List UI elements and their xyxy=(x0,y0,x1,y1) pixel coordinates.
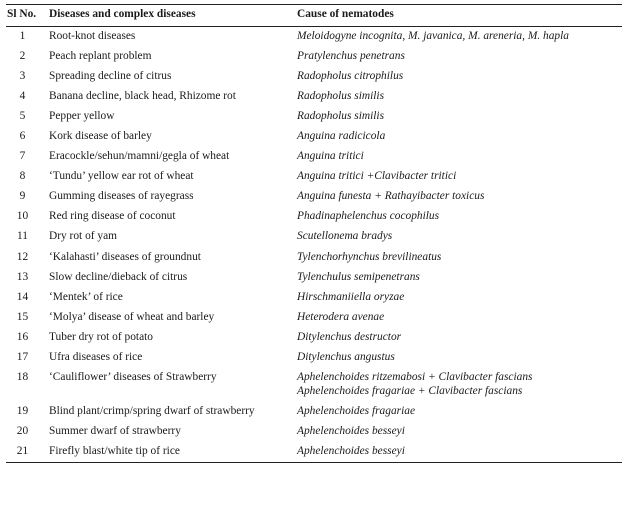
header-disease: Diseases and complex diseases xyxy=(45,5,293,27)
table-row xyxy=(6,107,622,127)
table-row xyxy=(6,248,622,268)
cause-line: Aphelenchoides fragariae + Clavibacter fascians xyxy=(297,384,523,397)
table-row xyxy=(6,127,622,147)
disease-name: Blind plant/crimp/spring dwarf of strawberry xyxy=(49,404,255,417)
table-row xyxy=(6,268,622,288)
row-number: 16 xyxy=(16,330,29,343)
nematode-cause xyxy=(293,26,622,47)
nematode-cause xyxy=(293,268,622,288)
table-row xyxy=(6,67,622,87)
cause-line: Ditylenchus destructor xyxy=(297,330,402,343)
header-cause: Cause of nematodes xyxy=(293,5,622,27)
nematode-cause xyxy=(293,288,622,308)
table-row xyxy=(6,47,622,67)
table-row xyxy=(6,368,622,402)
nematode-cause xyxy=(293,308,622,328)
cause-line: Heterodera avenae xyxy=(297,310,385,323)
disease-name: Dry rot of yam xyxy=(49,230,118,243)
disease-name: Pepper yellow xyxy=(49,109,115,122)
nematode-cause xyxy=(293,87,622,107)
disease-name: Tuber dry rot of potato xyxy=(49,330,153,343)
cause-line: Aphelenchoides besseyi xyxy=(297,444,405,457)
row-number: 12 xyxy=(16,250,29,263)
table-row xyxy=(6,402,622,422)
disease-name: Firefly blast/white tip of rice xyxy=(45,442,293,463)
row-number: 14 xyxy=(16,290,29,303)
cause-line: Scutellonema bradys xyxy=(297,230,393,243)
cause-line: Anguina funesta + Rathayibacter toxicus xyxy=(297,190,485,203)
disease-name: Kork disease of barley xyxy=(49,129,152,142)
nematode-cause xyxy=(293,442,622,463)
row-number: 2 xyxy=(19,49,26,62)
table-row xyxy=(6,422,622,442)
table-row xyxy=(6,308,622,328)
row-number: 9 xyxy=(19,190,26,203)
table-row xyxy=(6,328,622,348)
nematode-cause xyxy=(293,328,622,348)
nematode-cause xyxy=(293,147,622,167)
disease-name: Ufra diseases of rice xyxy=(49,351,143,363)
table-row xyxy=(6,167,622,187)
table-row xyxy=(6,187,622,207)
nematode-cause xyxy=(293,207,622,227)
nematode-cause xyxy=(293,248,622,268)
row-number: 20 xyxy=(16,424,29,437)
disease-name: Spreading decline of citrus xyxy=(49,69,172,82)
nematode-disease-table xyxy=(6,4,622,463)
cause-line: Radopholus similis xyxy=(297,89,385,102)
disease-name: ‘Molya’ disease of wheat and barley xyxy=(49,310,215,323)
table-header-row xyxy=(6,5,622,27)
row-number: 19 xyxy=(16,404,29,417)
disease-name: ‘Cauliflower’ diseases of Strawberry xyxy=(49,371,217,384)
nematode-cause xyxy=(293,348,622,368)
row-number: 18 xyxy=(16,371,29,384)
cause-line: Anguina tritici xyxy=(297,150,364,163)
row-number: 5 xyxy=(19,109,26,122)
row-number: 8 xyxy=(19,170,26,183)
disease-name: Eracockle/sehun/mamni/gegla of wheat xyxy=(49,150,230,163)
cause-line: Phadinaphelenchus cocophilus xyxy=(297,210,440,223)
nematode-cause xyxy=(293,67,622,87)
row-number: 4 xyxy=(19,89,26,102)
nematode-cause xyxy=(293,47,622,67)
disease-name: ‘Mentek’ of rice xyxy=(49,290,123,303)
row-number: 7 xyxy=(19,150,26,163)
cause-line: Ditylenchus angustus xyxy=(297,351,395,363)
table-body xyxy=(6,26,622,462)
nematode-cause xyxy=(293,167,622,187)
row-number: 3 xyxy=(19,69,26,82)
table-row xyxy=(6,26,622,47)
row-number: 1 xyxy=(19,29,26,42)
nematode-cause xyxy=(293,107,622,127)
disease-name: Root-knot diseases xyxy=(49,29,136,42)
disease-name: Gumming diseases of rayegrass xyxy=(49,190,194,203)
disease-name: Banana decline, black head, Rhizome rot xyxy=(49,89,236,102)
row-number: 11 xyxy=(17,230,28,243)
nematode-cause xyxy=(293,127,622,147)
cause-line: Aphelenchoides besseyi xyxy=(297,424,405,437)
nematode-cause xyxy=(293,402,622,422)
table-row xyxy=(6,348,622,368)
table-row xyxy=(6,207,622,227)
cause-line: Meloidogyne incognita, M. javanica, M. areneria, M. hapla xyxy=(297,29,569,42)
cause-line: Tylenchulus semipenetrans xyxy=(297,270,420,283)
table-row xyxy=(6,87,622,107)
disease-name: ‘Kalahasti’ diseases of groundnut xyxy=(49,250,201,263)
cause-line: Aphelenchoides ritzemabosi + Clavibacter fascians xyxy=(297,371,533,384)
disease-name: Peach replant problem xyxy=(49,49,152,62)
cause-line: Radopholus citrophilus xyxy=(297,69,404,82)
disease-name: Red ring disease of coconut xyxy=(49,210,176,223)
table-row xyxy=(6,147,622,167)
header-sl-no: Sl No. xyxy=(6,5,45,27)
disease-name: Slow decline/dieback of citrus xyxy=(49,270,188,283)
row-number: 10 xyxy=(16,210,29,223)
cause-line: Anguina radicicola xyxy=(297,129,386,142)
cause-line: Radopholus similis xyxy=(297,109,385,122)
cause-line: Tylenchorhynchus brevilineatus xyxy=(297,250,442,263)
row-number: 15 xyxy=(16,310,29,323)
row-number: 13 xyxy=(16,270,29,283)
disease-name: Summer dwarf of strawberry xyxy=(49,424,181,437)
cause-line: Anguina tritici +Clavibacter tritici xyxy=(297,170,457,183)
row-number: 21 xyxy=(6,442,45,463)
nematode-cause xyxy=(293,187,622,207)
cause-line: Aphelenchoides fragariae xyxy=(297,404,415,417)
nematode-cause xyxy=(293,368,622,402)
table-row xyxy=(6,288,622,308)
nematode-cause xyxy=(293,227,622,247)
table-row xyxy=(6,227,622,247)
disease-name: ‘Tundu’ yellow ear rot of wheat xyxy=(49,170,194,183)
cause-line: Pratylenchus penetrans xyxy=(297,49,405,62)
nematode-cause xyxy=(293,422,622,442)
row-number: 6 xyxy=(19,129,26,142)
row-number: 17 xyxy=(16,351,29,363)
table-row xyxy=(6,442,622,463)
cause-line: Hirschmaniiella oryzae xyxy=(297,290,405,303)
